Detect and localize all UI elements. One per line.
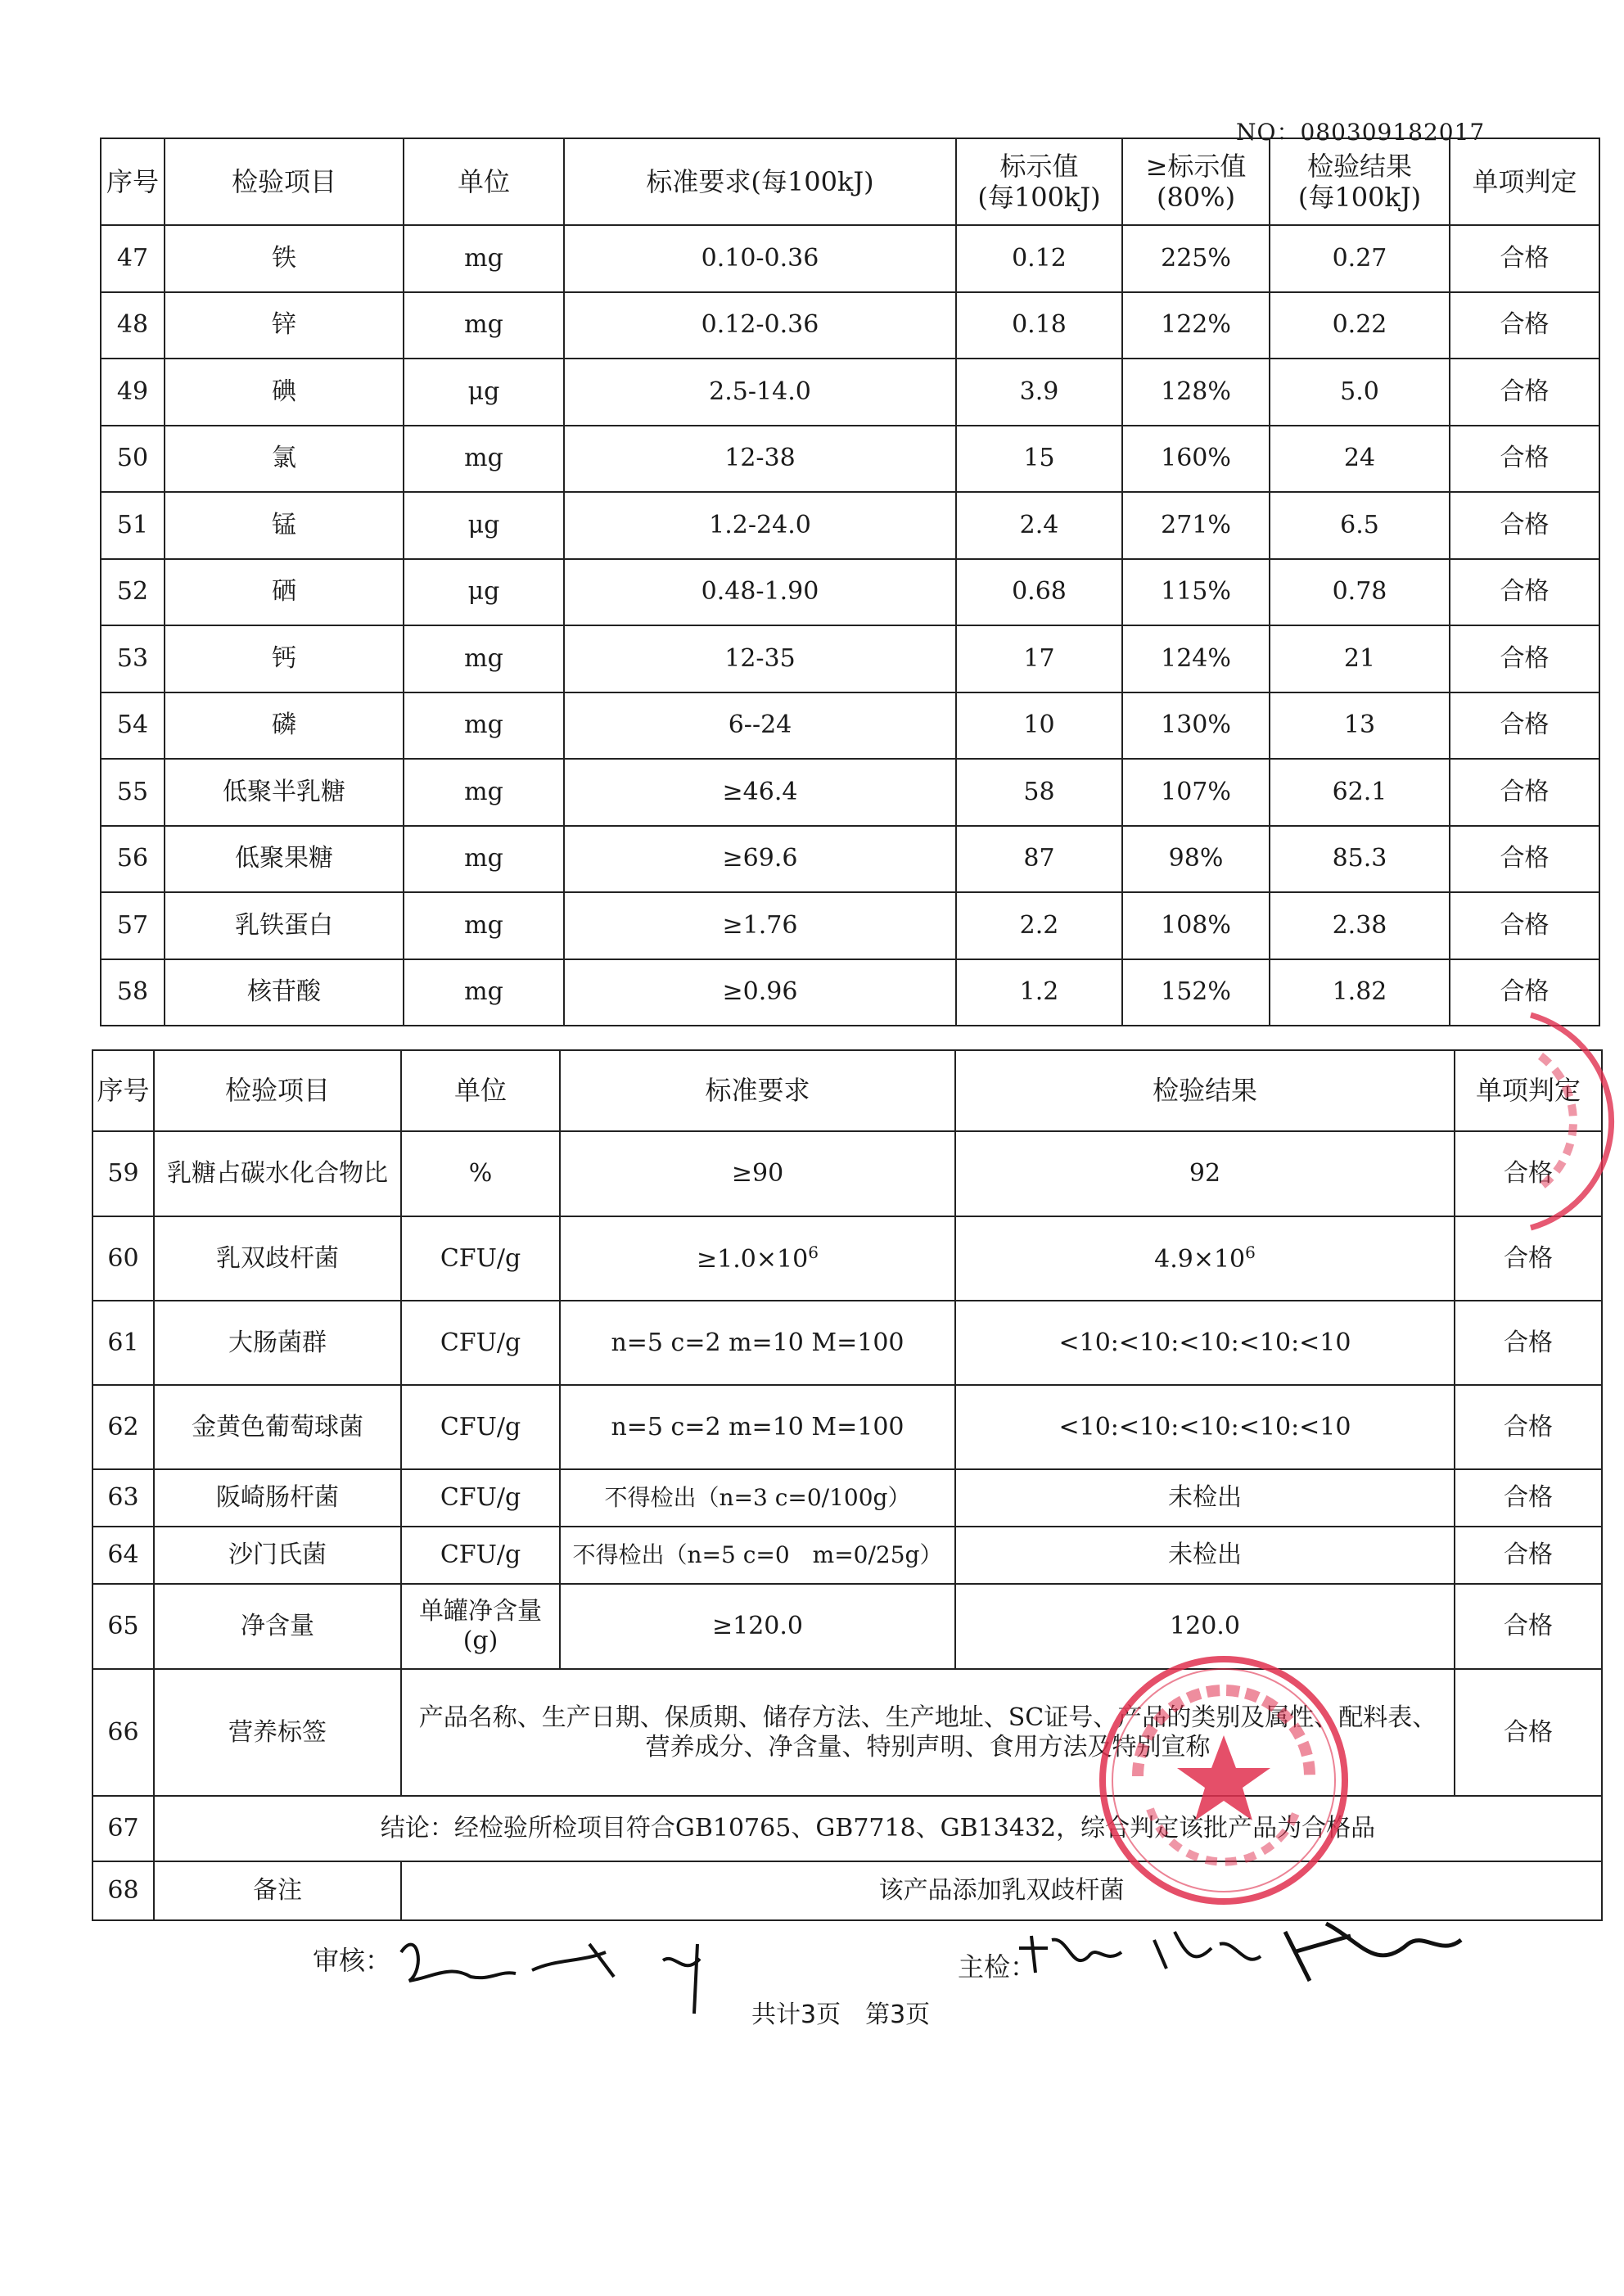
- cell-unit: mg: [404, 292, 564, 359]
- cell-item: 乳双歧杆菌: [154, 1216, 401, 1301]
- header-standard: 标准要求(每100kJ): [564, 138, 956, 225]
- cell-result: 21: [1270, 625, 1450, 692]
- cell-judgement: 合格: [1450, 559, 1599, 626]
- table-row: [101, 492, 1599, 559]
- cell-unit: μg: [404, 359, 564, 426]
- cell-result: 未检出: [955, 1469, 1455, 1527]
- cell-seq: 57: [101, 892, 165, 959]
- chief-inspector-signatures: [1015, 1907, 1473, 1997]
- nutrient-table: [100, 138, 1600, 1026]
- reviewer-label: 审核：: [313, 1945, 392, 1976]
- cell-standard: ≥0.96: [564, 959, 956, 1026]
- cell-unit: mg: [404, 225, 564, 292]
- cell-judgement: 合格: [1455, 1527, 1602, 1584]
- cell-conclusion: 结论：经检验所检项目符合GB10765、GB7718、GB13432，综合判定该批产品为合格品: [154, 1796, 1602, 1861]
- cell-item: 氯: [165, 426, 404, 493]
- table-row: [101, 359, 1599, 426]
- cell-standard: ≥1.76: [564, 892, 956, 959]
- cell-judgement: 合格: [1450, 225, 1599, 292]
- table-row: [92, 1527, 1602, 1584]
- cell-label-value: 0.18: [956, 292, 1122, 359]
- page-counter: 共计3页 第3页: [751, 2001, 931, 2029]
- cell-seq: 51: [101, 492, 165, 559]
- cell-label-value: 2.2: [956, 892, 1122, 959]
- table-header-row: [101, 138, 1599, 225]
- standard-base: ≥1.0×10: [697, 1245, 809, 1274]
- header-result: 检验结果: [955, 1050, 1455, 1131]
- cell-unit: μg: [404, 559, 564, 626]
- cell-unit: CFU/g: [401, 1469, 560, 1527]
- cell-label-value: 3.9: [956, 359, 1122, 426]
- cell-unit: mg: [404, 759, 564, 826]
- cell-seq: 63: [92, 1469, 154, 1527]
- cell-standard: 6--24: [564, 692, 956, 760]
- cell-label-value: 58: [956, 759, 1122, 826]
- cell-ge-label: 115%: [1122, 559, 1270, 626]
- cell-item: 锰: [165, 492, 404, 559]
- cell-label-value: 17: [956, 625, 1122, 692]
- cell-judgement: 合格: [1450, 625, 1599, 692]
- table-row: [92, 1584, 1602, 1669]
- table-row: [101, 225, 1599, 292]
- cell-seq: 49: [101, 359, 165, 426]
- cell-seq: 61: [92, 1301, 154, 1385]
- cell-item: 大肠菌群: [154, 1301, 401, 1385]
- table-row: [101, 692, 1599, 760]
- cell-result: 92: [955, 1131, 1455, 1216]
- table-row: [101, 559, 1599, 626]
- cell-standard: 不得检出（n=5 c=0 m=0/25g）: [560, 1527, 955, 1584]
- cell-standard: ≥69.6: [564, 826, 956, 893]
- cell-result: 0.22: [1270, 292, 1450, 359]
- cell-item: 低聚半乳糖: [165, 759, 404, 826]
- cell-unit: CFU/g: [401, 1385, 560, 1469]
- table-row: [92, 1131, 1602, 1216]
- table-row: [101, 625, 1599, 692]
- cell-label-value: 15: [956, 426, 1122, 493]
- cell-result: 0.78: [1270, 559, 1450, 626]
- cell-judgement: 合格: [1455, 1301, 1602, 1385]
- cell-standard: 2.5-14.0: [564, 359, 956, 426]
- cell-result: 6.5: [1270, 492, 1450, 559]
- cell-result: <10:<10:<10:<10:<10: [955, 1301, 1455, 1385]
- cell-standard: ≥120.0: [560, 1584, 955, 1669]
- header-item: 检验项目: [165, 138, 404, 225]
- cell-ge-label: 107%: [1122, 759, 1270, 826]
- result-exponent: 6: [1245, 1243, 1256, 1262]
- table-row: [92, 1301, 1602, 1385]
- cell-result: 120.0: [955, 1584, 1455, 1669]
- cell-unit: mg: [404, 826, 564, 893]
- cell-item: 碘: [165, 359, 404, 426]
- cell-item: 铁: [165, 225, 404, 292]
- cell-judgement: 合格: [1455, 1216, 1602, 1301]
- cell-seq: 59: [92, 1131, 154, 1216]
- header-item: 检验项目: [154, 1050, 401, 1131]
- cell-result: 24: [1270, 426, 1450, 493]
- cell-seq: 60: [92, 1216, 154, 1301]
- cell-result: [955, 1216, 1455, 1301]
- header-judgement: 单项判定: [1455, 1050, 1602, 1131]
- cell-result: 13: [1270, 692, 1450, 760]
- cell-result: 2.38: [1270, 892, 1450, 959]
- cell-standard: 12-38: [564, 426, 956, 493]
- cell-seq: 52: [101, 559, 165, 626]
- cell-unit: %: [401, 1131, 560, 1216]
- cell-item: 硒: [165, 559, 404, 626]
- cell-judgement: 合格: [1450, 759, 1599, 826]
- cell-standard: 12-35: [564, 625, 956, 692]
- cell-result: 1.82: [1270, 959, 1450, 1026]
- microbe-table: [92, 1049, 1603, 1921]
- cell-ge-label: 130%: [1122, 692, 1270, 760]
- header-unit: 单位: [401, 1050, 560, 1131]
- cell-seq: 62: [92, 1385, 154, 1469]
- cell-ge-label: 152%: [1122, 959, 1270, 1026]
- cell-result: 0.27: [1270, 225, 1450, 292]
- header-result: 检验结果 (每100kJ): [1270, 138, 1450, 225]
- cell-ge-label: 128%: [1122, 359, 1270, 426]
- header-label-value: 标示值 (每100kJ): [956, 138, 1122, 225]
- table-header-row: [92, 1050, 1602, 1131]
- cell-judgement: 合格: [1450, 359, 1599, 426]
- cell-item: 净含量: [154, 1584, 401, 1669]
- cell-unit: CFU/g: [401, 1527, 560, 1584]
- cell-unit: CFU/g: [401, 1301, 560, 1385]
- cell-judgement: 合格: [1450, 892, 1599, 959]
- cell-item: 营养标签: [154, 1669, 401, 1796]
- cell-standard: 0.48-1.90: [564, 559, 956, 626]
- cell-standard: n=5 c=2 m=10 M=100: [560, 1385, 955, 1469]
- cell-unit: CFU/g: [401, 1216, 560, 1301]
- cell-judgement: 合格: [1450, 826, 1599, 893]
- cell-judgement: 合格: [1455, 1385, 1602, 1469]
- header-standard: 标准要求: [560, 1050, 955, 1131]
- cell-item: 锌: [165, 292, 404, 359]
- standard-exponent: 6: [808, 1243, 819, 1262]
- cell-seq: 58: [101, 959, 165, 1026]
- cell-ge-label: 98%: [1122, 826, 1270, 893]
- cell-standard: n=5 c=2 m=10 M=100: [560, 1301, 955, 1385]
- cell-seq: 67: [92, 1796, 154, 1861]
- cell-unit: mg: [404, 426, 564, 493]
- cell-result: 未检出: [955, 1527, 1455, 1584]
- cell-unit: mg: [404, 692, 564, 760]
- cell-unit: 单罐净含量(g): [401, 1584, 560, 1669]
- cell-result: 5.0: [1270, 359, 1450, 426]
- cell-label-value: 87: [956, 826, 1122, 893]
- cell-ge-label: 225%: [1122, 225, 1270, 292]
- report-number: NO：080309182017: [1236, 119, 1486, 146]
- cell-standard: 0.12-0.36: [564, 292, 956, 359]
- cell-item: 乳铁蛋白: [165, 892, 404, 959]
- partial-seal-stamp: [1522, 1007, 1624, 1236]
- header-judgement: 单项判定: [1450, 138, 1599, 225]
- chief-inspector-label: 主检：: [958, 1951, 1037, 1982]
- cell-nutrition-label-content: 产品名称、生产日期、保质期、储存方法、生产地址、SC证号、产品的类别及属性、配料表、营养成分、净含量、特别声明、食用方法及特别宣称: [401, 1669, 1455, 1796]
- table-row: [101, 759, 1599, 826]
- cell-item: 备注: [154, 1861, 401, 1920]
- cell-seq: 65: [92, 1584, 154, 1669]
- cell-unit: mg: [404, 892, 564, 959]
- header-unit: 单位: [404, 138, 564, 225]
- cell-unit: mg: [404, 625, 564, 692]
- cell-standard: ≥46.4: [564, 759, 956, 826]
- cell-label-value: 2.4: [956, 492, 1122, 559]
- official-seal-stamp: [1089, 1645, 1359, 1915]
- cell-result: 62.1: [1270, 759, 1450, 826]
- header-seq: 序号: [101, 138, 165, 225]
- cell-result: 85.3: [1270, 826, 1450, 893]
- cell-seq: 68: [92, 1861, 154, 1920]
- cell-ge-label: 124%: [1122, 625, 1270, 692]
- table-row: [92, 1216, 1602, 1301]
- cell-judgement: 合格: [1450, 292, 1599, 359]
- cell-remark: 该产品添加乳双歧杆菌: [401, 1861, 1602, 1920]
- cell-judgement: 合格: [1450, 492, 1599, 559]
- cell-judgement: 合格: [1455, 1469, 1602, 1527]
- cell-judgement: 合格: [1455, 1669, 1602, 1796]
- table-row: [92, 1669, 1602, 1796]
- cell-label-value: 1.2: [956, 959, 1122, 1026]
- cell-judgement: 合格: [1455, 1584, 1602, 1669]
- table-row: [101, 426, 1599, 493]
- reviewer-signature: [393, 1919, 753, 2018]
- cell-item: 低聚果糖: [165, 826, 404, 893]
- cell-ge-label: 271%: [1122, 492, 1270, 559]
- cell-ge-label: 122%: [1122, 292, 1270, 359]
- cell-standard: 不得检出（n=3 c=0/100g）: [560, 1469, 955, 1527]
- cell-judgement: 合格: [1450, 426, 1599, 493]
- cell-seq: 56: [101, 826, 165, 893]
- cell-standard: 1.2-24.0: [564, 492, 956, 559]
- cell-ge-label: 108%: [1122, 892, 1270, 959]
- cell-seq: 54: [101, 692, 165, 760]
- table-row: [92, 1796, 1602, 1861]
- header-seq: 序号: [92, 1050, 154, 1131]
- header-ge-label: ≥标示值 (80%): [1122, 138, 1270, 225]
- cell-seq: 55: [101, 759, 165, 826]
- cell-item: 沙门氏菌: [154, 1527, 401, 1584]
- cell-item: 金黄色葡萄球菌: [154, 1385, 401, 1469]
- cell-judgement: 合格: [1450, 692, 1599, 760]
- cell-seq: 53: [101, 625, 165, 692]
- cell-standard: ≥90: [560, 1131, 955, 1216]
- cell-seq: 64: [92, 1527, 154, 1584]
- cell-unit: mg: [404, 959, 564, 1026]
- cell-judgement: 合格: [1450, 959, 1599, 1026]
- cell-standard: 0.10-0.36: [564, 225, 956, 292]
- cell-item: 钙: [165, 625, 404, 692]
- cell-label-value: 0.12: [956, 225, 1122, 292]
- cell-seq: 48: [101, 292, 165, 359]
- table-row: [92, 1385, 1602, 1469]
- cell-standard: [560, 1216, 955, 1301]
- table-row: [101, 826, 1599, 893]
- table-row: [92, 1469, 1602, 1527]
- cell-item: 阪崎肠杆菌: [154, 1469, 401, 1527]
- cell-seq: 66: [92, 1669, 154, 1796]
- result-base: 4.9×10: [1154, 1245, 1246, 1274]
- cell-seq: 50: [101, 426, 165, 493]
- table-row: [101, 892, 1599, 959]
- cell-unit: μg: [404, 492, 564, 559]
- cell-ge-label: 160%: [1122, 426, 1270, 493]
- cell-seq: 47: [101, 225, 165, 292]
- table-row: [101, 959, 1599, 1026]
- table-row: [101, 292, 1599, 359]
- cell-item: 核苷酸: [165, 959, 404, 1026]
- cell-item: 乳糖占碳水化合物比: [154, 1131, 401, 1216]
- cell-result: <10:<10:<10:<10:<10: [955, 1385, 1455, 1469]
- cell-label-value: 0.68: [956, 559, 1122, 626]
- cell-judgement: 合格: [1455, 1131, 1602, 1216]
- cell-label-value: 10: [956, 692, 1122, 760]
- cell-item: 磷: [165, 692, 404, 760]
